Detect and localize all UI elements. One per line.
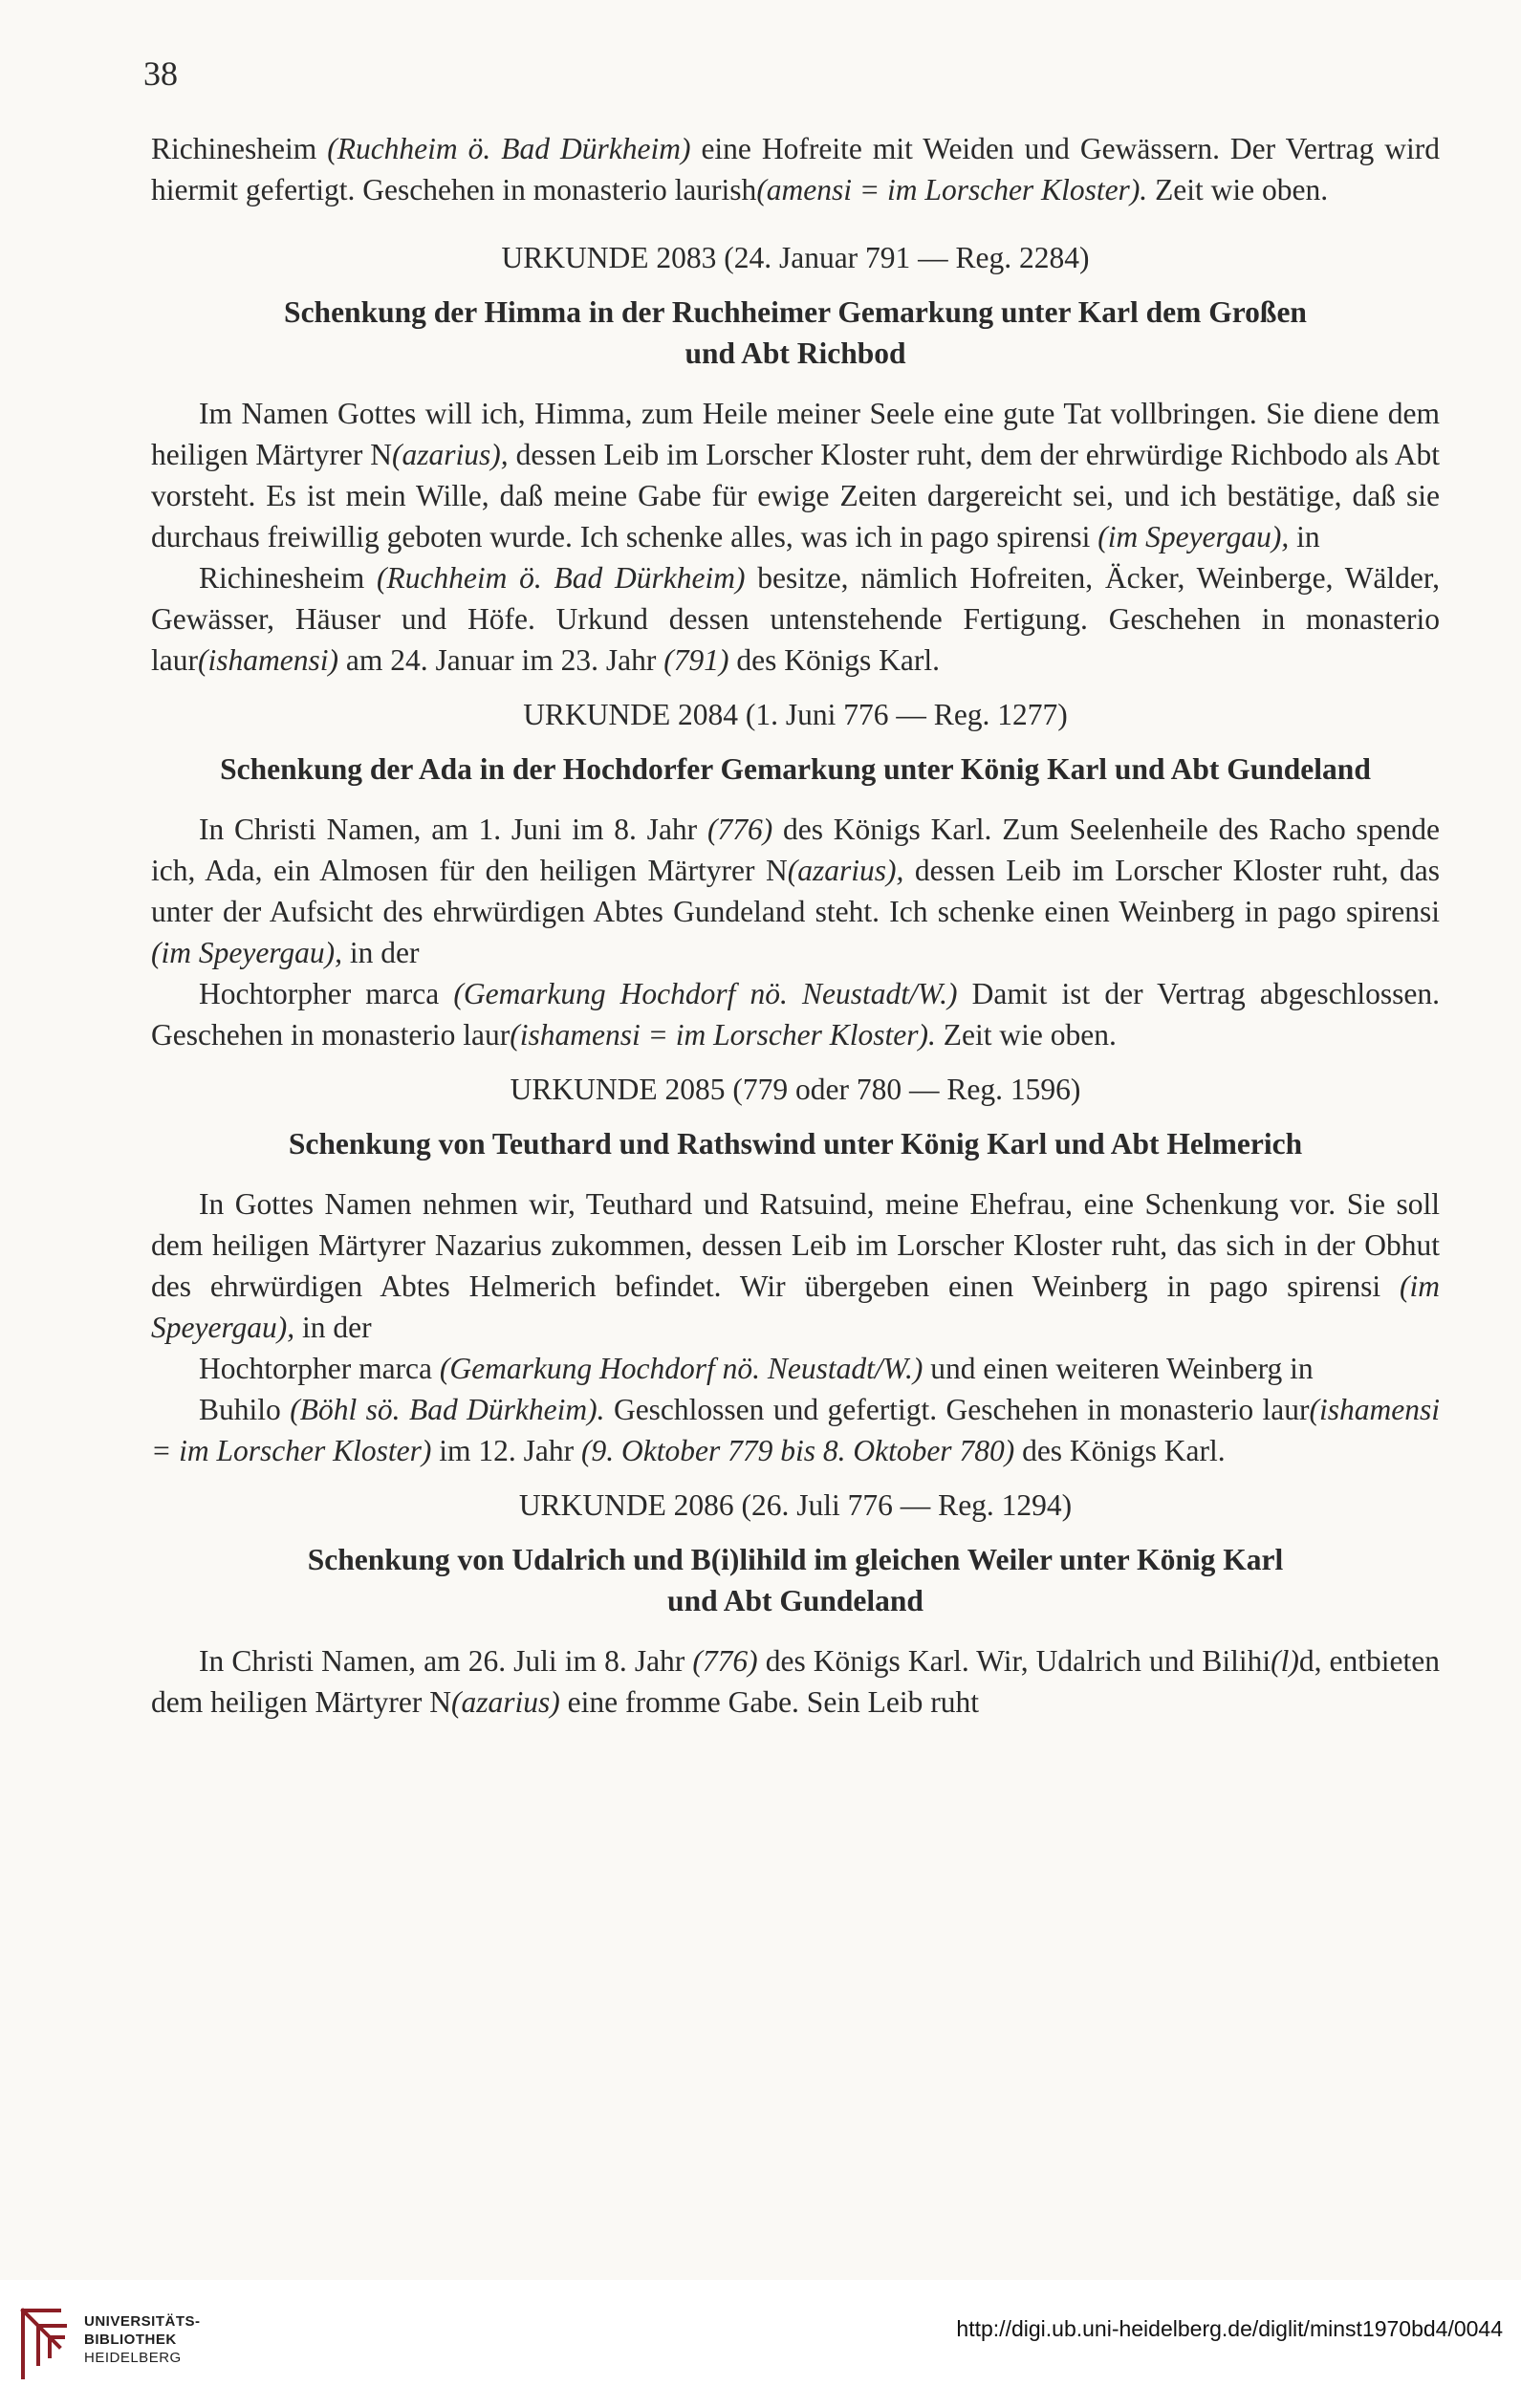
body-paragraph [151,973,1440,1055]
text-run: besitze, nämlich Hofreiten, Äcker, Weinberge, Wälder, Gewässer, Häuser und Höfe. Urkund dessen untenstehende Fertigung. Geschehen in monasterio laur [151,561,1440,677]
text-run: d, entbieten dem heiligen Märtyrer N [151,1644,1440,1719]
text-run: Damit ist der Vertrag abgeschlossen. Geschehen in monasterio laur [151,977,1440,1052]
italic-gloss: (im Speyergau), [1097,520,1290,553]
document-body [151,128,1440,1723]
text-run: In Christi Namen, am 1. Juni im 8. Jahr [199,813,707,846]
urkunde-title [151,292,1440,374]
italic-gloss: (azarius) [451,1685,560,1719]
text-run: des Königs Karl. [728,643,940,677]
italic-gloss: (im Speyergau), [151,1269,1440,1344]
text-run: Hochtorpher marca [199,1352,440,1385]
library-name-line-2: BIBLIOTHEK [84,2332,177,2348]
text-run: in der [342,936,420,969]
text-run: Zeit wie oben. [935,1018,1117,1052]
body-paragraph [151,1183,1440,1348]
text-run: In Christi Namen, am 26. Juli im 8. Jahr [199,1644,693,1678]
urkunde-heading: URKUNDE 2084 (1. Juni 776 — Reg. 1277) [523,698,1068,731]
urkunde-title [151,1539,1440,1621]
page-number: 38 [143,54,178,93]
italic-gloss: (9. Oktober 779 bis 8. Oktober 780) [581,1434,1015,1467]
text-run: in der [294,1311,372,1344]
library-logo-icon [17,2305,71,2383]
text-run: Hochtorpher marca [199,977,454,1010]
text-run: eine Hofreite mit Weiden und Gewässern. Der Vertrag wird hiermit gefertigt. Geschehen in monasterio laurish [151,132,1440,206]
text-run: Im Namen Gottes will ich, Himma, zum Heile meiner Seele eine gute Tat vollbringen. Sie diene dem heiligen Märtyrer N [151,397,1440,471]
text-run: des Königs Karl. Zum Seelenheile des Racho spende ich, Ada, ein Almosen für den heiligen Märtyrer N [151,813,1440,887]
body-paragraph [151,1640,1440,1723]
italic-gloss: (Ruchheim ö. Bad Dürkheim) [376,561,746,595]
body-paragraph [151,128,1440,210]
italic-gloss: (azarius), [392,438,509,471]
title-line: und Abt Richbod [684,336,906,370]
footer [0,2280,1521,2408]
text-run: Buhilo [199,1393,291,1426]
source-url-link[interactable]: http://digi.ub.uni-heidelberg.de/diglit/minst1970bd4/0044 [956,2316,1503,2341]
title-line: und Abt Gundeland [667,1584,923,1617]
urkunde-heading: URKUNDE 2083 (24. Januar 791 — Reg. 2284) [501,241,1090,274]
italic-gloss: (azarius), [787,854,904,887]
italic-gloss: (Ruchheim ö. Bad Dürkheim) [327,132,691,165]
text-run: und einen weiteren Weinberg in [923,1352,1314,1385]
body-paragraph [151,557,1440,681]
italic-gloss: (Gemarkung Hochdorf nö. Neustadt/W.) [439,1352,923,1385]
body-paragraph [151,809,1440,973]
italic-gloss: (776) [706,813,773,846]
italic-gloss: (ishamensi) [197,643,338,677]
text-run: Richinesheim [199,561,377,595]
body-paragraph [151,1348,1440,1389]
text-run: dessen Leib im Lorscher Kloster ruht, das unter der Aufsicht des ehrwürdigen Abtes Gundeland steht. Ich schenke einen Weinberg in pago spirensi [151,854,1440,928]
italic-gloss: (ishamensi = im Lorscher Kloster). [510,1018,936,1052]
text-run: Geschlossen und gefertigt. Geschehen in monasterio laur [604,1393,1310,1426]
italic-gloss: (ishamensi = im Lorscher Kloster) [151,1393,1441,1467]
urkunde-title [151,1123,1440,1164]
text-run: eine fromme Gabe. Sein Leib ruht [559,1685,980,1719]
italic-gloss: (l) [1271,1644,1299,1678]
library-name [84,2312,201,2367]
text-run: in [1289,520,1320,553]
italic-gloss: (791) [663,643,729,677]
body-paragraph [151,393,1440,557]
urkunde-title [151,748,1440,790]
italic-gloss: (amensi = im Lorscher Kloster). [756,173,1148,206]
title-line: Schenkung der Himma in der Ruchheimer Gemarkung unter Karl dem Großen [284,295,1307,329]
text-run: dessen Leib im Lorscher Kloster ruht, dem der ehrwürdige Richbodo als Abt vorsteht. Es ist mein Wille, daß meine Gabe für ewige Zeiten dargereicht sei, und ich bestätige, daß sie durchaus freiwillig geboten wurde. Ich schenke alles, was ich in pago spirensi [151,438,1440,553]
body-paragraph [151,1389,1440,1471]
urkunde-heading: URKUNDE 2085 (779 oder 780 — Reg. 1596) [510,1073,1081,1106]
italic-gloss: (Böhl sö. Bad Dürkheim). [290,1393,605,1426]
library-name-line-3: HEIDELBERG [84,2350,182,2366]
text-run: Zeit wie oben. [1147,173,1329,206]
library-name-line-1: UNIVERSITÄTS- [84,2313,201,2330]
text-run: am 24. Januar im 23. Jahr [337,643,664,677]
urkunde-heading: URKUNDE 2086 (26. Juli 776 — Reg. 1294) [518,1488,1073,1522]
italic-gloss: (776) [692,1644,758,1678]
title-line: Schenkung von Teuthard und Rathswind unter König Karl und Abt Helmerich [288,1127,1303,1161]
text-run: im 12. Jahr [431,1434,581,1467]
text-run: des Königs Karl. Wir, Udalrich und Bilihi [757,1644,1271,1678]
title-line: Schenkung der Ada in der Hochdorfer Gemarkung unter König Karl und Abt Gundeland [220,752,1371,786]
italic-gloss: (Gemarkung Hochdorf nö. Neustadt/W.) [453,977,958,1010]
text-run: des Königs Karl. [1014,1434,1226,1467]
italic-gloss: (im Speyergau), [151,936,343,969]
text-run: Richinesheim [151,132,328,165]
text-run: In Gottes Namen nehmen wir, Teuthard und Ratsuind, meine Ehefrau, eine Schenkung vor. Sie soll dem heiligen Märtyrer Nazarius zukommen, dessen Leib im Lorscher Kloster ruht, das sich in der Obhut des ehrwürdigen Abtes Helmerich befindet. Wir übergeben einen Weinberg in pago spirensi [151,1187,1440,1303]
title-line: Schenkung von Udalrich und B(i)lihild im gleichen Weiler unter König Karl [307,1543,1284,1576]
